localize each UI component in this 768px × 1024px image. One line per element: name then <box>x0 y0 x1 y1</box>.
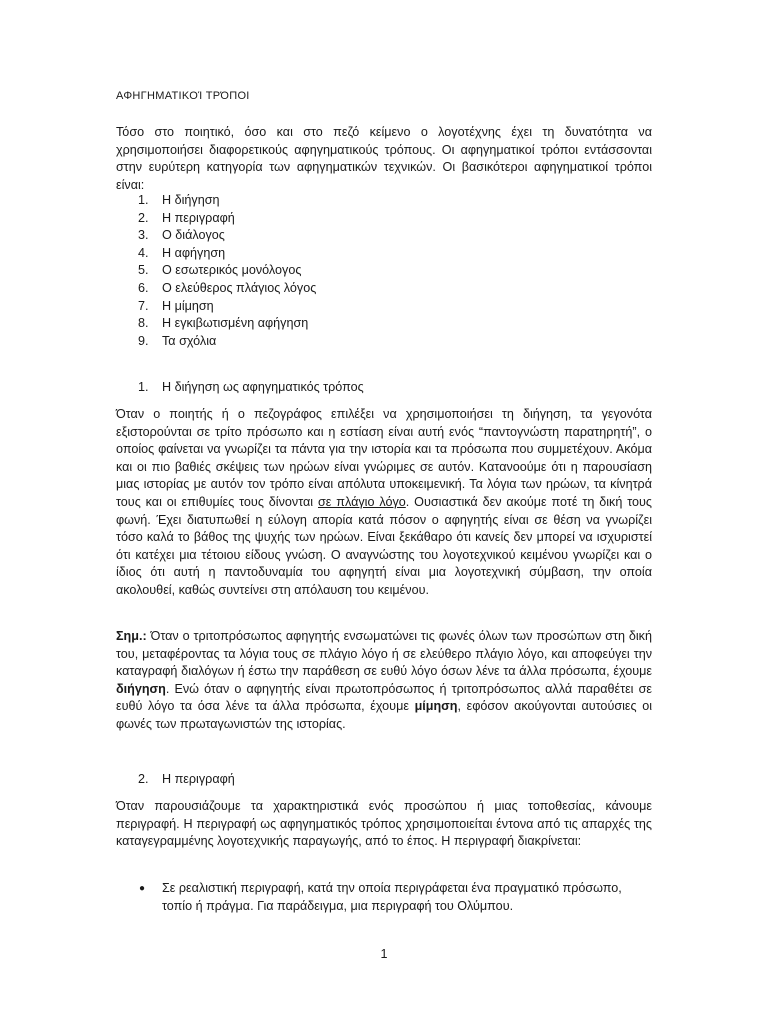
bullet-list-item: ● Σε ρεαλιστική περιγραφή, κατά την οποία περιγράφεται ένα πραγματικό πρόσωπο, τοπίο ή πράγμα. Για παράδειγμα, μια περιγραφή του Ολύμπου. <box>139 881 622 913</box>
document-page: ΑΦΗΓΗΜΑΤΙΚΟΊ ΤΡΌΠΟΙ Τόσο στο ποιητικό, όσο και στο πεζό κείμενο ο λογοτέχνης έχει τη δυνατότητα να χρησιμοποιήσει διαφορετικούς αφηγηματικούς τρόπους. Οι αφηγηματικοί τρόποι εντάσσονται στην ευρύτερη κατηγορία των αφηγηματικών τεχνικών. Οι βασικότεροι αφηγηματικοί τρόποι είναι: 1. Η διήγηση 2. Η περιγραφή 3. Ο διάλογος 4. Η αφήγηση 5. Ο εσωτερικός μονόλογος 6. Ο ελεύθερος πλάγιος λόγος 7. Η μίμηση 8. Η εγκιβωτισμένη αφήγηση 9. Τα σχόλια 1. Η διήγηση ως αφηγηματικός τρόπος Όταν ο ποιητής ή ο πεζογράφος επιλέξει να χρησιμοποιήσει τη διήγηση, τα γεγονότα εξιστορούνται σε τρίτο πρόσωπο και η εστίαση είναι αυτή ενός “παντογνώστη παρατηρητή”, ο οποίος φαίνεται να γνωρίζει τα πάντα για την ιστορία και τα πρόσωπα που συμμετέχουν. Ακόμα και οι πιο βαθιές σκέψεις των ηρώων είναι γνώριμες σε αυτόν. Κατανοούμε ότι η παρουσίαση μιας ιστορίας με αυτόν τον τρόπο είναι απόλυτα υποκειμενική. Τα λόγια των ηρώων, τα κίνητρά τους και οι επιθυμίες τους δίνονται σε πλάγιο λόγο. Ουσιαστικά δεν ακούμε ποτέ τη δική τους φωνή. Έχει διατυπωθεί η εύλογη απορία κατά πόσον ο αφηγητής είναι σε θέση να γνωρίζει τόσο καλά το βάθος της ψυχής των ηρώων. Είναι ξεκάθαρο ότι κανείς δεν μπορεί να ισχυριστεί ότι κατέχει μια τέτοιου είδους γνώση. Ο αναγνώστης του λογοτεχνικού κειμένου γνωρίζει και ο ίδιος ότι αυτή η παντοδυναμία του αφηγητή είναι μια λογοτεχνική σύμβαση, την οποία ακολουθεί, καθώς συντείνει στη απόλαυση του κειμένου. Σημ.: Όταν ο τριτοπρόσωπος αφηγητής ενσωματώνει τις φωνές όλων των προσώπων στη δική του, μεταφέροντας τα λόγια τους σε πλάγιο λόγο ή σε ελεύθερο πλάγιο λόγο, και αποφεύγει την καταγραφή διαλόγων ή έστω την παράθεση σε ευθύ λόγο όσων λένε τα άλλα πρόσωπα, έχουμε διήγηση. Ενώ όταν ο αφηγητής είναι πρωτοπρόσωπος ή τριτοπρόσωπος αλλά παραθέτει σε ευθύ λόγο τα όσα λένε τα άλλα πρόσωπα, έχουμε μίμηση, εφόσον ακούγονται αυτούσιες οι φωνές των πρωταγωνιστών της ιστορίας. 2. Η περιγραφή Όταν παρουσιάζουμε τα χαρακτηριστικά ενός προσώπου ή μιας τοποθεσίας, κάνουμε περιγραφή. Η περιγραφή ως αφηγηματικός τρόπος χρησιμοποιείται έντονα από τις απαρχές της καταγεγραμμένης λογοτεχνικής παραγωγής, από το έπος. Η περιγραφή διακρίνεται: ● Σε ρεαλιστική περιγραφή, κατά την οποία περιγράφεται ένα πραγματικό πρόσωπο, τοπίο ή πράγμα. Για παράδειγμα, μια περιγραφή του Ολύμπου. 1 <box>116 90 652 961</box>
list-item: 7. Η μίμηση <box>138 298 214 313</box>
list-item: 9. Τα σχόλια <box>138 333 217 348</box>
bullet-icon: ● <box>139 883 146 894</box>
page-number: 1 <box>380 947 388 961</box>
list-item: 5. Ο εσωτερικός μονόλογος <box>138 263 302 278</box>
note-paragraph: Σημ.: Όταν ο τριτοπρόσωπος αφηγητής ενσωματώνει τις φωνές όλων των προσώπων στη δική του, μεταφέροντας τα λόγια τους σε πλάγιο λόγο ή σε ελεύθερο πλάγιο λόγο, και αποφεύγει την καταγραφή διαλόγων ή έστω την παράθεση σε ευθύ λόγο όσων λένε τα άλλα πρόσωπα, έχουμε διήγηση. Ενώ όταν ο αφηγητής είναι πρωτοπρόσωπος ή τριτοπρόσωπος αλλά παραθέτει σε ευθύ λόγο τα όσα λένε τα άλλα πρόσωπα, έχουμε μίμηση, εφόσον ακούγονται αυτούσιες οι φωνές των πρωταγωνιστών της ιστορίας. <box>116 629 652 731</box>
list-item: 2. Η περιγραφή <box>138 210 235 225</box>
list-item: 4. Η αφήγηση <box>138 245 226 260</box>
list-item: 8. Η εγκιβωτισμένη αφήγηση <box>138 316 309 331</box>
intro-paragraph: Τόσο στο ποιητικό, όσο και στο πεζό κείμενο ο λογοτέχνης έχει τη δυνατότητα να χρησιμοποιήσει διαφορετικούς αφηγηματικούς τρόπους. Οι αφηγηματικοί τρόποι εντάσσονται στην ευρύτερη κατηγορία των αφηγηματικών τεχνικών. Οι βασικότεροι αφηγηματικοί τρόποι είναι: <box>116 125 652 192</box>
list-item: 1. Η διήγηση <box>138 193 220 207</box>
document-title: ΑΦΗΓΗΜΑΤΙΚΟΊ ΤΡΌΠΟΙ <box>116 90 250 102</box>
description-paragraph: Όταν παρουσιάζουμε τα χαρακτηριστικά ενός προσώπου ή μιας τοποθεσίας, κάνουμε περιγραφή. Η περιγραφή ως αφηγηματικός τρόπος χρησιμοποιείται έντονα από τις απαρχές της καταγεγραμμένης λογοτεχνικής παραγωγής, από το έπος. Η περιγραφή διακρίνεται: <box>116 799 652 849</box>
indirect-speech-link[interactable]: σε πλάγιο λόγο <box>317 494 406 509</box>
narrative-modes-list <box>116 192 316 350</box>
narration-paragraph: Όταν ο ποιητής ή ο πεζογράφος επιλέξει να χρησιμοποιήσει τη διήγηση, τα γεγονότα εξιστορούνται σε τρίτο πρόσωπο και η εστίαση είναι αυτή ενός “παντογνώστη παρατηρητή”, ο οποίος φαίνεται να γνωρίζει τα πάντα για την ιστορία και τα πρόσωπα που συμμετέχουν. Ακόμα και οι πιο βαθιές σκέψεις των ηρώων είναι γνώριμες σε αυτόν. Κατανοούμε ότι η παρουσίαση μιας ιστορίας με αυτόν τον τρόπο είναι απόλυτα υποκειμενική. Τα λόγια των ηρώων, τα κίνητρά τους και οι επιθυμίες τους δίνονται σε πλάγιο λόγο. Ουσιαστικά δεν ακούμε ποτέ τη δική τους φωνή. Έχει διατυπωθεί η εύλογη απορία κατά πόσον ο αφηγητής είναι σε θέση να γνωρίζει τόσο καλά το βάθος της ψυχής των ηρώων. Είναι ξεκάθαρο ότι κανείς δεν μπορεί να ισχυριστεί ότι κατέχει μια τέτοιου είδους γνώση. Ο αναγνώστης του λογοτεχνικού κειμένου γνωρίζει και ο ίδιος ότι αυτή η παντοδυναμία του αφηγητή είναι μια λογοτεχνική σύμβαση, την οποία ακολουθεί, καθώς συντείνει στη απόλαυση του κειμένου. <box>116 407 652 597</box>
list-item: 3. Ο διάλογος <box>138 228 225 243</box>
list-item: 6. Ο ελεύθερος πλάγιος λόγος <box>138 280 317 295</box>
